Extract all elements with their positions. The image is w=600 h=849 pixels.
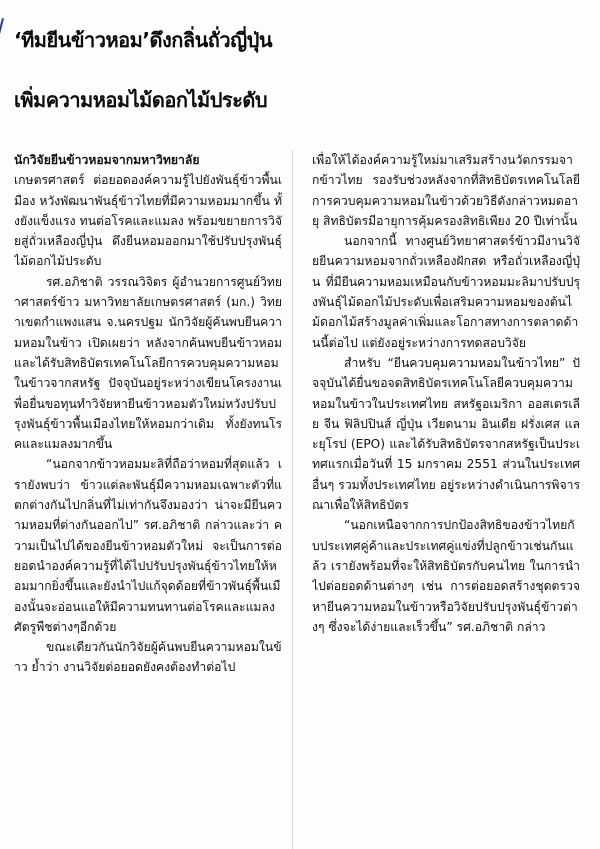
article-column-right [312,150,580,849]
paragraph: สำหรับ “ยีนควบคุมความหอมในข้าวไทย” ปัจจุบันได้ยื่นขอจดสิทธิบัตรเทคโนโลยีควบคุมความหอมในข้าวในประเทศไทย สหรัฐอเมริกา ออสเตรเลีย จีน ฟิลิปปินส์ ญี่ปุ่น เวียดนาม อินเดีย ฝรั่งเศส และยุโรป (EPO) และได้รับสิทธิบัตรจากสหรัฐเป็นประเทศแรกเมื่อวันที่ 15 มกราคม 2551 ส่วนในประเทศอื่นๆ รวมทั้งประเทศไทย อยู่ระหว่างดำเนินการพิจารณาเพื่อให้สิทธิบัตร [312,355,580,513]
column-divider [292,150,293,849]
headline-line-2: เพิ่มความหอมไม้ดอกไม้ประดับ [14,88,268,112]
paragraph: นอกจากนี้ ทางศูนย์วิทยาศาสตร์ข้าวมีงานวิจัยยีนความหอมจากถั่วเหลืองฝักสด หรือถั่วเหลืองญี่ปุ่น ที่มียีนความหอมเหมือนกับข้าวหอมมะลิมาปรับปรุงพันธุ์ไม้ดอกไม้ประดับเพื่อเสริมความหอมของต้นไม้ดอกไม้สร้างมูลค่าเพิ่มและโอกาสทางการตลาดด้านนี้ต่อไป แต่ยังอยู่ระหว่างการทดสอบวิจัย [312,234,580,350]
paragraph: “นอกเหนือจากการปกป้องสิทธิของข้าวไทยกับประเทศคู่ค้าและประเทศคู่แข่งที่ปลูกข้าวเช่นกันแล้ว เรายังพร้อมที่จะให้สิทธิบัตรกับคนไทย ในการนำไปต่อยอดด้านต่างๆ เช่น การต่อยอดสร้างชุดตรวจหายีนความหอมในข้าวหรือวิจัยปรับปรุงพันธุ์ข้าวต่างๆ ซึ่งจะได้ง่ายและเร็วขึ้น” รศ.อภิชาติ กล่าว [312,518,580,634]
headline-line-1: ‘ทีมยีนข้าวหอม’ดึงกลิ่นถั่วญี่ปุ่น [14,28,273,52]
paragraph: “นอกจากข้าวหอมมะลิที่ถือว่าหอมที่สุดแล้ว เรายังพบว่า ข้าวแต่ละพันธุ์มีความหอมเฉพาะตัวที่แตกต่างกันไปกลิ่นที่ไม่เท่ากันจึงมองว่า น่าจะมียีนความหอมที่ต่างกันออกไป” รศ.อภิชาติ กล่าวและว่า ความเป็นไปได้ของยีนข้าวหอมตัวใหม่ จะเป็นการต่อยอดนำองค์ความรู้ที่ได้ไปปรับปรุงพันธุ์ข้าวไทยให้หอมมากยิ่งขึ้นและยังนำไปแก้จุดด้อยที่ข้าวพันธุ์พื้นเมืองนั้นจะอ่อนแอให้มีความทนทานต่อโรคและแมลงศัตรูพืชต่างๆอีกด้วย [14,457,282,634]
paragraph: เพื่อให้ได้องค์ความรู้ใหม่มาเสริมสร้างนวัตกรรมจากข้าวไทย รองรับช่วงหลังจากที่สิทธิบัตรเทคโนโลยีการควบคุมความหอมในข้าวด้วยวิธีดังกล่าวหมดอายุ สิทธิบัตรมีอายุการคุ้มครองสิทธิเพียง 20 ปีเท่านั้น [312,153,580,228]
headline [14,10,594,130]
lead-bold-text: นักวิจัยยีนข้าวหอมจากมหาวิทยาลัย [14,153,200,167]
paragraph: รศ.อภิชาติ วรรณวิจิตร ผู้อำนวยการศูนย์วิทยาศาสตร์ข้าว มหาวิทยาลัยเกษตรศาสตร์ (มก.) วิทยาเขตกำแพงแสน จ.นครปฐม นักวิจัยผู้ค้นพบยีนความหอมในข้าว เปิดเผยว่า หลังจากค้นพบยีนข้าวหอมและได้รับสิทธิบัตรเทคโนโลยีการควบคุมความหอมในข้าวจากสหรัฐ ปัจจุบันอยู่ระหว่างเขียนโครงงานเพื่อยื่นขอทุนทำวิจัยหายีนข้าวหอมตัวใหม่หวังปรับปรุงพันธุ์ข้าวพื้นเมืองไทยให้หอมกว่าเดิม ทั้งยังทนโรคและแมลงมากขึ้น [14,274,282,452]
article-column-left [14,150,282,849]
paragraph: ขณะเดียวกันนักวิจัยผู้ค้นพบยีนความหอมในข้าว ย้ำว่า งานวิจัยต่อยอดยังคงต้องทำต่อไป [14,640,282,675]
paragraph: เกษตรศาสตร์ ต่อยอดองค์ความรู้ไปยังพันธุ์ข้าวพื้นเมือง หวังพัฒนาพันธุ์ข้าวไทยที่มีความหอมมากขึ้น ทั้งยังแข็งแรง ทนต่อโรคและแมลง พร้อมขยายการวิจัยสู่ถั่วเหลืองญี่ปุ่น ดึงยีนหอมออกมาใช้ปรับปรุงพันธุ์ไม้ดอกไม้ประดับ [14,173,282,269]
